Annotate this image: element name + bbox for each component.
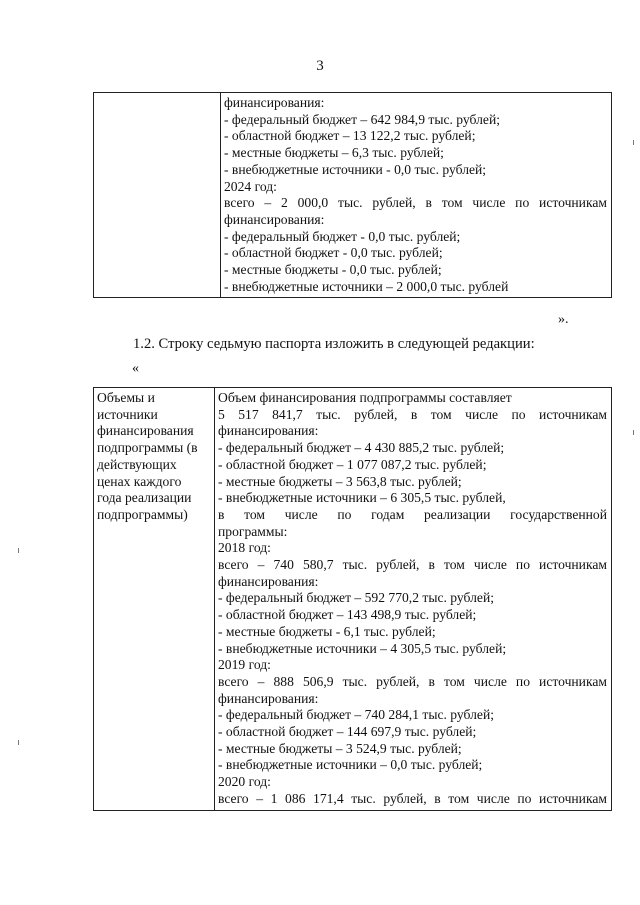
table1-right-line: - областной бюджет – 13 122,2 тыс. рублей; — [224, 128, 476, 144]
table2-left-line: ценах каждого — [97, 473, 182, 489]
table2-right-line: - местные бюджеты - 6,1 тыс. рублей; — [218, 623, 436, 639]
table2-right-line: - местные бюджеты – 3 524,9 тыс. рублей; — [218, 740, 462, 756]
table2-right-line: - федеральный бюджет – 592 770,2 тыс. рублей; — [218, 590, 494, 606]
table2-right-line: 2019 год: — [218, 657, 271, 673]
table2-right-line: - областной бюджет – 143 498,9 тыс. рублей; — [218, 607, 477, 623]
table2-right-line: финансирования: — [218, 573, 319, 589]
table2-right-line: - областной бюджет – 144 697,9 тыс. рублей; — [218, 724, 477, 740]
opening-quote: « — [132, 361, 139, 376]
table2-left-line: финансирования — [97, 423, 194, 439]
table2-right-line: - местные бюджеты – 3 563,8 тыс. рублей; — [218, 473, 462, 489]
table1-right-line: - федеральный бюджет – 642 984,9 тыс. рублей; — [224, 111, 500, 127]
table2-right-cell — [215, 388, 612, 811]
margin-mark — [18, 548, 19, 553]
table2-right-line: - внебюджетные источники – 4 305,5 тыс. рублей; — [218, 640, 507, 656]
table2-left-line: подпрограммы) — [97, 506, 188, 522]
table2-right-line: - федеральный бюджет – 740 284,1 тыс. рублей; — [218, 707, 494, 723]
table2-right-line: финансирования: — [218, 690, 319, 706]
table2-right-line: - внебюджетные источники – 0,0 тыс. рублей; — [218, 757, 483, 773]
table1-right-line: - федеральный бюджет - 0,0 тыс. рублей; — [224, 228, 461, 244]
table2-right-line: 2020 год: — [218, 774, 271, 790]
table1-right-line: - областной бюджет - 0,0 тыс. рублей; — [224, 245, 443, 261]
closing-quote: ». — [558, 312, 569, 327]
table1-right-line: - внебюджетные источники – 2 000,0 тыс. рублей — [224, 278, 509, 294]
amendment-paragraph: 1.2. Строку седьмую паспорта изложить в следующей редакции: — [133, 336, 535, 352]
table2-right-line: всего – 740 580,7 тыс. рублей, в том числе по источникам — [218, 557, 607, 573]
margin-mark — [18, 740, 19, 745]
table2-right-line: 5 517 841,7 тыс. рублей, в том числе по источникам — [218, 406, 607, 422]
table2-left-cell — [94, 388, 215, 811]
table1-right-line: финансирования: — [224, 95, 325, 110]
table2-left-line: Объемы и — [97, 390, 155, 405]
table1-right-line: - местные бюджеты – 6,3 тыс. рублей; — [224, 145, 444, 161]
table1-right-line: - внебюджетные источники - 0,0 тыс. рублей; — [224, 161, 487, 177]
page-number: 3 — [316, 58, 324, 74]
table2-left-line: действующих — [97, 456, 177, 472]
table2-right-line: всего – 888 506,9 тыс. рублей, в том числе по источникам — [218, 673, 607, 689]
table1-left-cell — [94, 93, 221, 298]
table2-left-line: источники — [97, 406, 158, 422]
table2-right-line: - внебюджетные источники – 6 305,5 тыс. рублей, — [218, 490, 506, 506]
table1-right-line: всего – 2 000,0 тыс. рублей, в том числе по источникам — [224, 195, 607, 211]
table2-right-line: - областной бюджет – 1 077 087,2 тыс. рублей; — [218, 456, 487, 472]
table2-right-line: в том числе по годам реализации государственной — [218, 506, 607, 522]
margin-mark — [633, 430, 634, 435]
table1-right-line: финансирования: — [224, 211, 325, 227]
table1-right-line: - местные бюджеты - 0,0 тыс. рублей; — [224, 262, 442, 278]
table2-left-line: подпрограммы (в — [97, 440, 198, 456]
financing-table-new — [93, 387, 612, 811]
table2-right-line: 2018 год: — [218, 540, 271, 556]
table2-right-line: Объем финансирования подпрограммы составляет — [218, 390, 512, 405]
table2-right-line: - федеральный бюджет – 4 430 885,2 тыс. рублей; — [218, 440, 505, 456]
table1-right-cell — [221, 93, 612, 298]
table2-right-line: программы: — [218, 523, 288, 539]
financing-table-continued — [93, 92, 612, 298]
margin-mark — [633, 140, 634, 145]
table2-right-line: всего – 1 086 171,4 тыс. рублей, в том числе по источникам — [218, 790, 607, 806]
table2-left-line: года реализации — [97, 490, 192, 506]
table2-right-line: финансирования: — [218, 423, 319, 439]
table1-right-line: 2024 год: — [224, 178, 277, 194]
